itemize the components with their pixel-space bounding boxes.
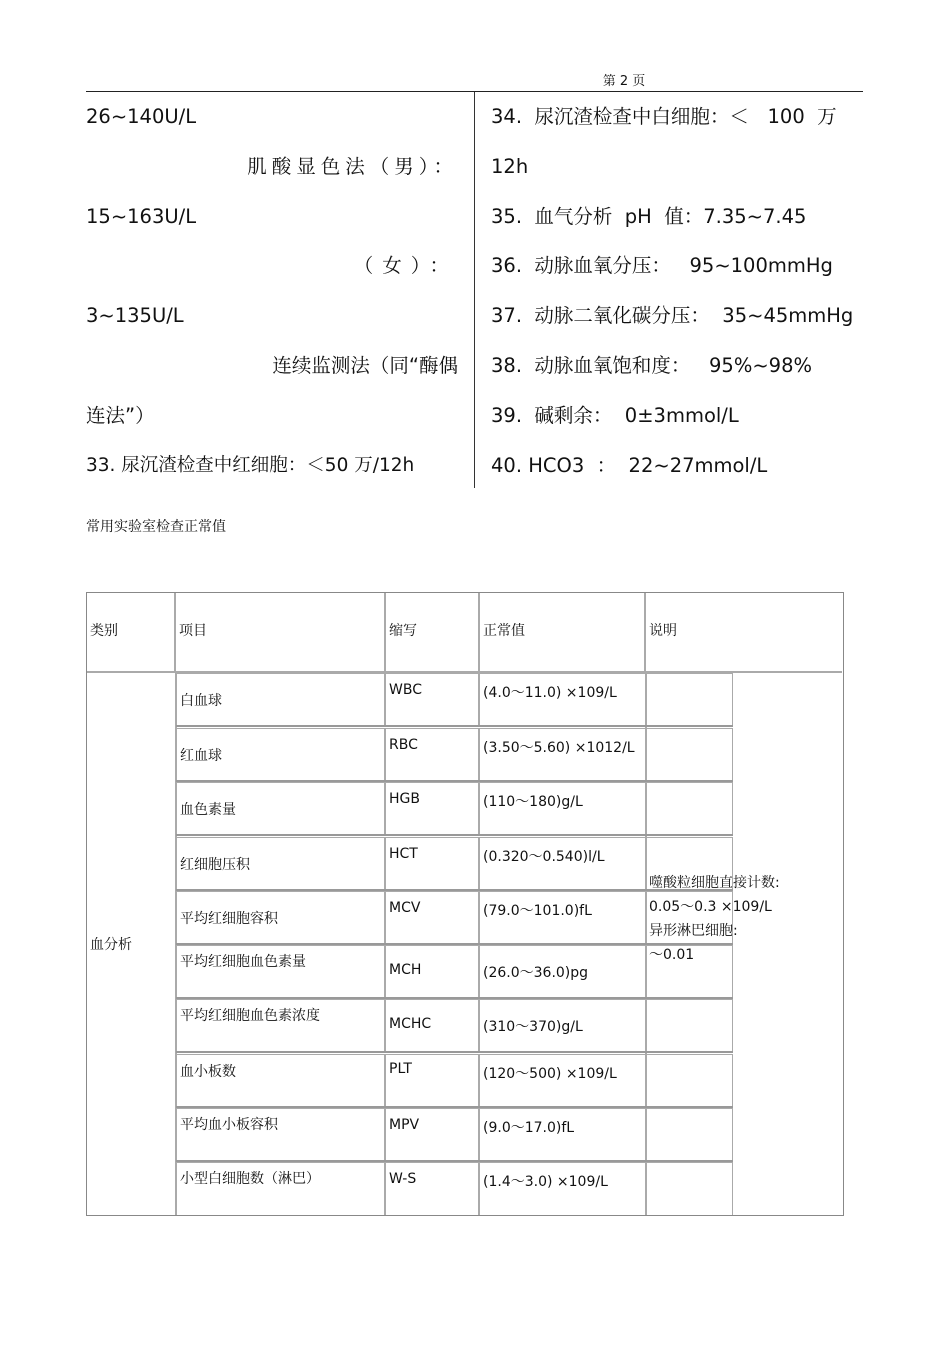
text-line: 肌酸显色法（男）： [247,154,458,178]
lab-values-table [86,592,844,1216]
table-row [176,1108,733,1162]
text-line: 12h [491,154,529,178]
row-value: (310～370)g/L [480,1000,733,1051]
row-value: (120～500) ×109/L [480,1055,733,1106]
text-line: 连法”） [86,403,155,427]
row-item: 平均红细胞容积 [176,892,386,943]
table-row [176,1162,733,1215]
row-item: 平均血小板容积 [176,1109,386,1160]
text-line: 连续监测法（同“酶偶 [272,353,458,377]
row-value: (9.0～17.0)fL [480,1109,733,1160]
row-abbr: MCH [386,946,480,997]
note-line: ～0.01 [649,947,695,963]
header-note: 说明 [646,593,842,673]
text-line: 35. 血气分析 pH 值：7.35~7.45 [491,204,807,228]
row-abbr: W-S [386,1163,480,1215]
row-item: 红细胞压积 [176,838,386,889]
row-abbr: PLT [386,1055,480,1106]
table-row [176,728,733,782]
row-abbr: HCT [386,838,480,889]
text-line: 26~140U/L [86,105,197,128]
row-item: 小型白细胞数（淋巴） [176,1163,386,1215]
page-number: 第 2 页 [602,74,646,89]
table-row [176,673,733,727]
text-line: 15~163U/L [86,204,197,228]
column-divider [474,92,475,488]
row-item: 血色素量 [176,783,386,834]
note-line: 异形淋巴细胞: [649,923,738,939]
row-item: 红血球 [176,729,386,780]
table-row [176,999,733,1053]
left-column [86,92,458,490]
header-abbr: 缩写 [386,593,480,673]
table-row [176,891,733,945]
text-line: 33. 尿沉渣检查中红细胞：＜50 万/12h [86,454,415,476]
right-column [491,92,863,490]
header-item: 项目 [176,593,386,673]
note-line: 0.05～0.3 ×109/L [649,899,772,915]
text-line: 34. 尿沉渣检查中白细胞：＜ 100 万 [491,105,837,128]
table-caption: 常用实验室检查正常值 [86,519,226,535]
row-item: 平均红细胞血色素量 [176,946,386,997]
row-value: (110～180)g/L [480,783,733,834]
row-item: 血小板数 [176,1055,386,1106]
table-row [176,837,733,891]
table-row [176,782,733,836]
row-value: (1.4～3.0) ×109/L [480,1163,733,1215]
text-line: 37. 动脉二氧化碳分压： 35~45mmHg [491,304,854,328]
text-line: 39. 碱剩余： 0±3mmol/L [491,403,739,427]
row-abbr: MCV [386,892,480,943]
header-normal-value: 正常值 [480,593,646,673]
row-abbr: RBC [386,729,480,780]
row-item: 白血球 [176,674,386,725]
row-abbr: MCHC [386,1000,480,1051]
table-row [176,1054,733,1108]
text-line: 3~135U/L [86,304,184,328]
text-line: （女）： [353,254,458,278]
header-category: 类别 [87,593,176,673]
row-value: (3.50～5.60) ×1012/L [480,729,733,780]
row-abbr: MPV [386,1109,480,1160]
row-abbr: WBC [386,674,480,725]
row-value: (79.0～101.0)fL [480,892,733,943]
text-line: 38. 动脉血氧饱和度： 95%~98% [491,353,813,377]
text-line: 36. 动脉血氧分压： 95~100mmHg [491,254,833,278]
row-abbr: HGB [386,783,480,834]
row-value: (26.0～36.0)pg [480,946,733,997]
row-value: (0.320～0.540)l/L [480,838,733,889]
row-item: 平均红细胞血色素浓度 [176,1000,386,1051]
table-row [176,945,733,999]
text-line: 40. HCO3 ： 22~27mmol/L [491,453,768,477]
row-value: (4.0～11.0) ×109/L [480,674,733,725]
note-line: 噬酸粒细胞直接计数: [649,875,780,891]
category-label: 血分析 [90,937,132,953]
